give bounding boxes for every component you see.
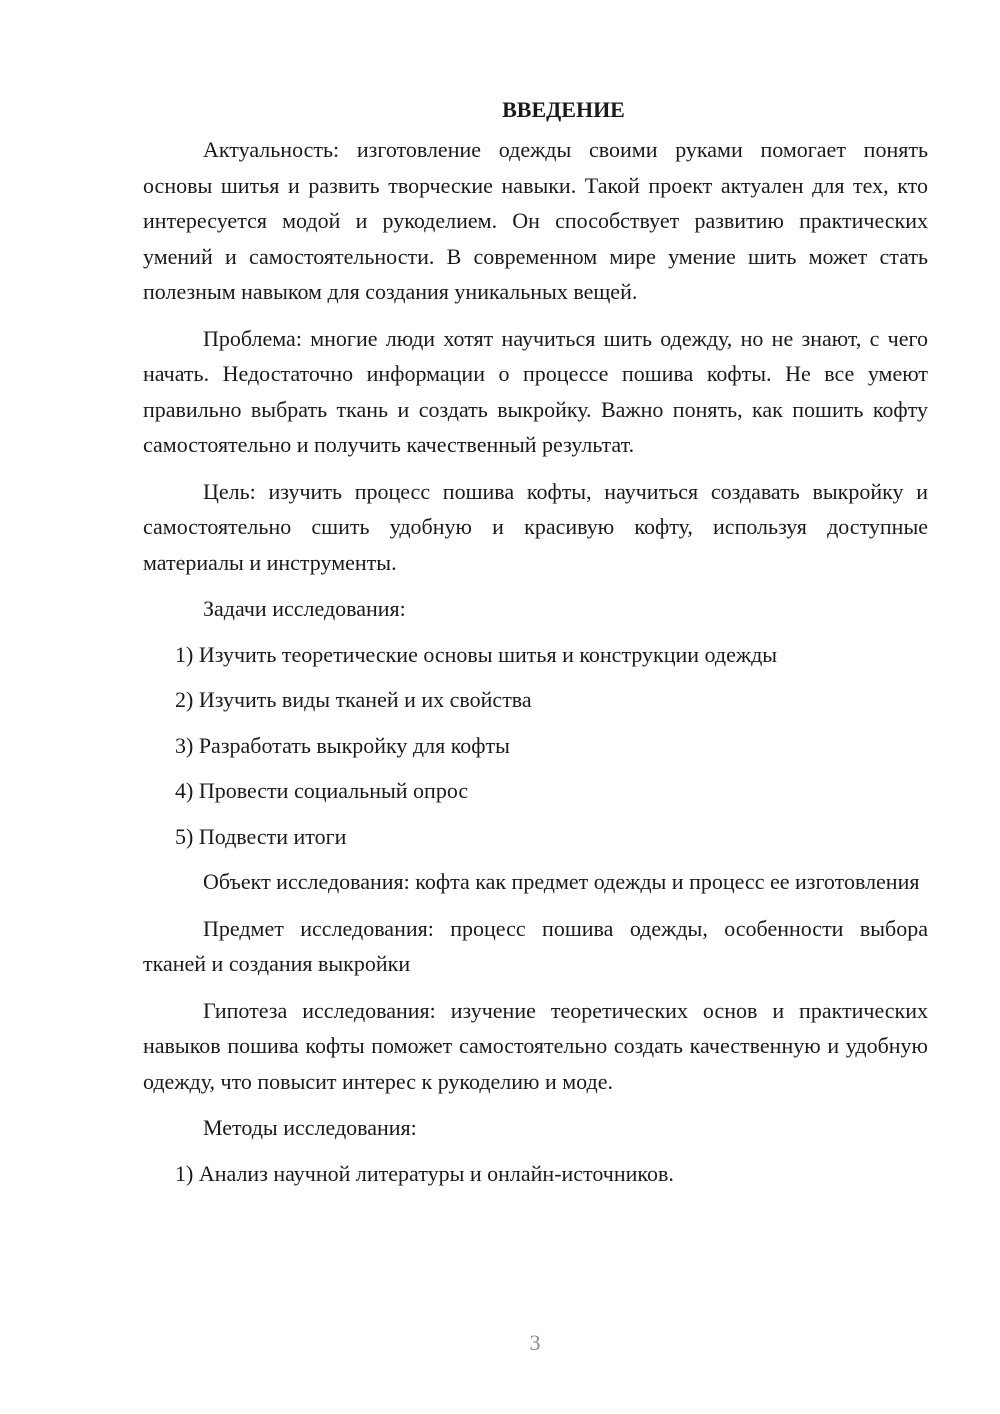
methods-title: Методы исследования: [203,1115,417,1140]
task-item: 2) Изучить виды тканей и их свойства [175,687,532,712]
subject-paragraph: Предмет исследования: процесс пошива одежды, особенности выбора тканей и создания выкройки [143,915,928,976]
tasks-title: Задачи исследования: [203,596,406,621]
goal-paragraph: Цель: изучить процесс пошива кофты, научиться создавать выкройку и самостоятельно сшить удобную и красивую кофту, используя доступные материалы и инструменты. [143,478,928,575]
relevance-paragraph: Актуальность: изготовление одежды своими руками помогает понять основы шитья и развить творческие навыки. Такой проект актуален для тех, кто интересуется модой и рукоделием. Он способствует развитию практических умений и самостоятельности. В современном мире умение шить может стать полезным навыком для создания уникальных вещей. [143,137,928,304]
hypothesis-paragraph: Гипотеза исследования: изучение теоретических основ и практических навыков пошива кофты поможет самостоятельно создать качественную и удобную одежду, что повысит интерес к рукоделию и моде. [143,997,928,1094]
method-item: 1) Анализ научной литературы и онлайн-источников. [175,1160,674,1186]
page-title: ВВЕДЕНИЕ [502,97,625,122]
task-item: 5) Подвести итоги [175,823,347,849]
object-paragraph: Объект исследования: кофта как предмет одежды и процесс ее изготовления [203,869,920,894]
problem-paragraph: Проблема: многие люди хотят научиться шить одежду, но не знают, с чего начать. Недостаточно информации о процессе пошива кофты. Не все умеют правильно выбрать ткань и создать выкройку. Важно понять, как пошить кофту самостоятельно и получить качественный результат. [143,325,928,457]
task-item: 1) Изучить теоретические основы шитья и конструкции одежды [175,641,778,667]
page-number: 3 [529,1330,541,1355]
task-item: 3) Разработать выкройку для кофты [175,732,510,758]
document-page [143,92,928,1201]
task-item: 4) Провести социальный опрос [175,778,469,803]
